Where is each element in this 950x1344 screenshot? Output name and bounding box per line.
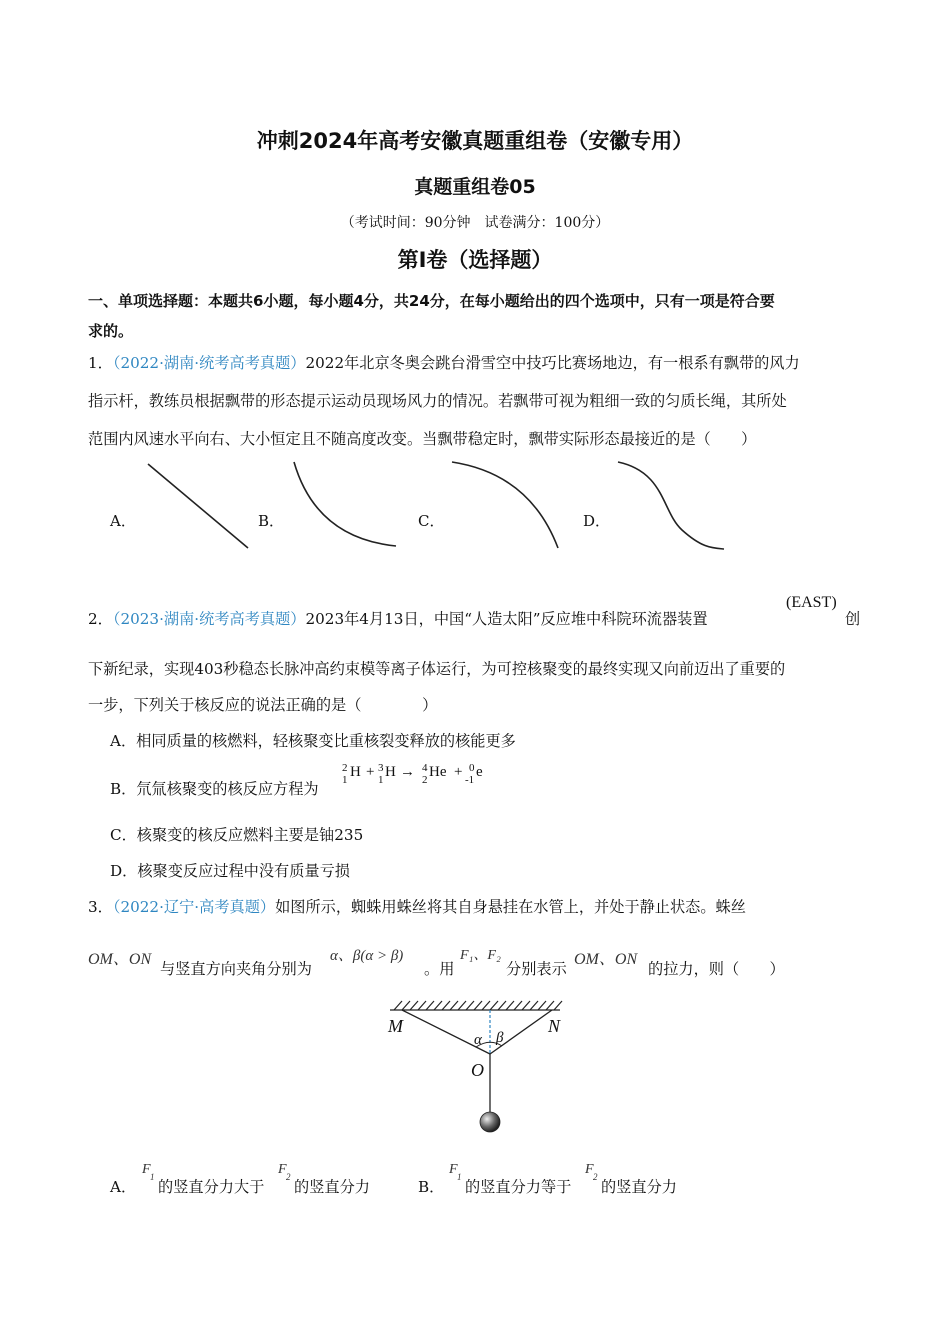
- q1-option-b-label: B．: [258, 512, 285, 530]
- q3-angles: α、β(α > β): [330, 948, 404, 964]
- q1-option-c-label: C．: [418, 512, 445, 530]
- q2-number: 2．: [88, 610, 113, 628]
- pipe-hatching: [390, 1001, 562, 1010]
- q2-text1: 2023年4月13日，中国“人造太阳”反应堆中科院环流器装置: [305, 610, 708, 628]
- q3-option-b: B．: [418, 1178, 445, 1196]
- label-alpha: α: [474, 1032, 482, 1048]
- q1-line3: 范围内风速水平向右、大小恒定且不随高度改变。当飘带稳定时，飘带实际形态最接近的是（ ）: [88, 430, 757, 448]
- q3-line1: [88, 896, 746, 917]
- q3-text3: 。用: [424, 960, 455, 978]
- page-title: 冲刺2024年高考安徽真题重组卷（安徽专用）: [256, 129, 694, 153]
- section-heading-line2: 求的。: [88, 322, 134, 340]
- q3-om-on: OM、ON: [88, 951, 152, 968]
- q1-option-a-label: A．: [110, 512, 136, 530]
- q1-ribbon-a: [148, 464, 248, 548]
- spider-ball: [480, 1112, 500, 1132]
- q2-option-d: D．核聚变反应过程中没有质量亏损: [110, 862, 350, 880]
- q2-option-c: C．核聚变的核反应燃料主要是铀235: [110, 826, 364, 844]
- q3-om-on-2: OM、ON: [574, 951, 638, 968]
- q2-chuang: 创: [845, 610, 861, 628]
- section-heading-line1: 一、单项选择题：本题共6小题，每小题4分，共24分，在每小题给出的四个选项中，只有一项是符合要: [88, 292, 775, 310]
- q3-text1: 如图所示，蜘蛛用蛛丝将其自身悬挂在水管上，并处于静止状态。蛛丝: [275, 898, 746, 916]
- q1-text1: 2022年北京冬奥会跳台滑雪空中技巧比赛场地边，有一根系有飘带的风力: [305, 354, 800, 372]
- q1-source: （2022·湖南·统考高考真题）: [112, 354, 306, 372]
- label-beta: β: [496, 1030, 504, 1046]
- label-m: M: [388, 1016, 403, 1036]
- q1-number: 1．: [88, 354, 113, 372]
- q3-forces: F₁、F₂: [460, 948, 501, 963]
- q3-option-a: A．: [110, 1178, 137, 1196]
- label-n: N: [548, 1016, 561, 1036]
- q1-ribbon-d: [618, 462, 724, 549]
- part-heading: 第I卷（选择题）: [397, 248, 553, 272]
- q1-ribbon-c: [452, 462, 558, 548]
- label-o: O: [471, 1060, 484, 1080]
- q3-source: （2022·辽宁·高考真题）: [112, 898, 276, 916]
- q3-text2: 与竖直方向夹角分别为: [160, 960, 312, 978]
- q2-line3: 一步，下列关于核反应的说法正确的是（ ）: [88, 696, 438, 714]
- q2-source: （2023·湖南·统考高考真题）: [112, 610, 306, 628]
- q2-option-b: B．氘氚核聚变的核反应方程为: [110, 780, 319, 798]
- q2-option-a: A．相同质量的核燃料，轻核聚变比重核裂变释放的核能更多: [110, 732, 516, 750]
- q1-line2: 指示杆，教练员根据飘带的形态提示运动员现场风力的情况。若飘带可视为粗细一致的匀质长绳，其所处: [88, 392, 787, 410]
- q1-line1: [88, 352, 800, 373]
- q3-number: 3．: [88, 898, 113, 916]
- q1-ribbon-b: [294, 462, 396, 546]
- q2-line1: [88, 608, 708, 629]
- q2-line2: 下新纪录，实现403秒稳态长脉冲高约束模等离子体运行，为可控核聚变的最终实现又向前迈出了重要的: [88, 660, 786, 678]
- q3-text4: 分别表示: [506, 960, 567, 978]
- q2-east: (EAST): [786, 594, 837, 611]
- page-subtitle: 真题重组卷05: [414, 176, 536, 198]
- q1-option-d-label: D．: [583, 512, 611, 530]
- exam-info: （考试时间：90分钟 试卷满分：100分）: [340, 215, 610, 231]
- q1-options-figure: [0, 450, 950, 560]
- q3-text5: 的拉力，则（ ）: [648, 960, 785, 978]
